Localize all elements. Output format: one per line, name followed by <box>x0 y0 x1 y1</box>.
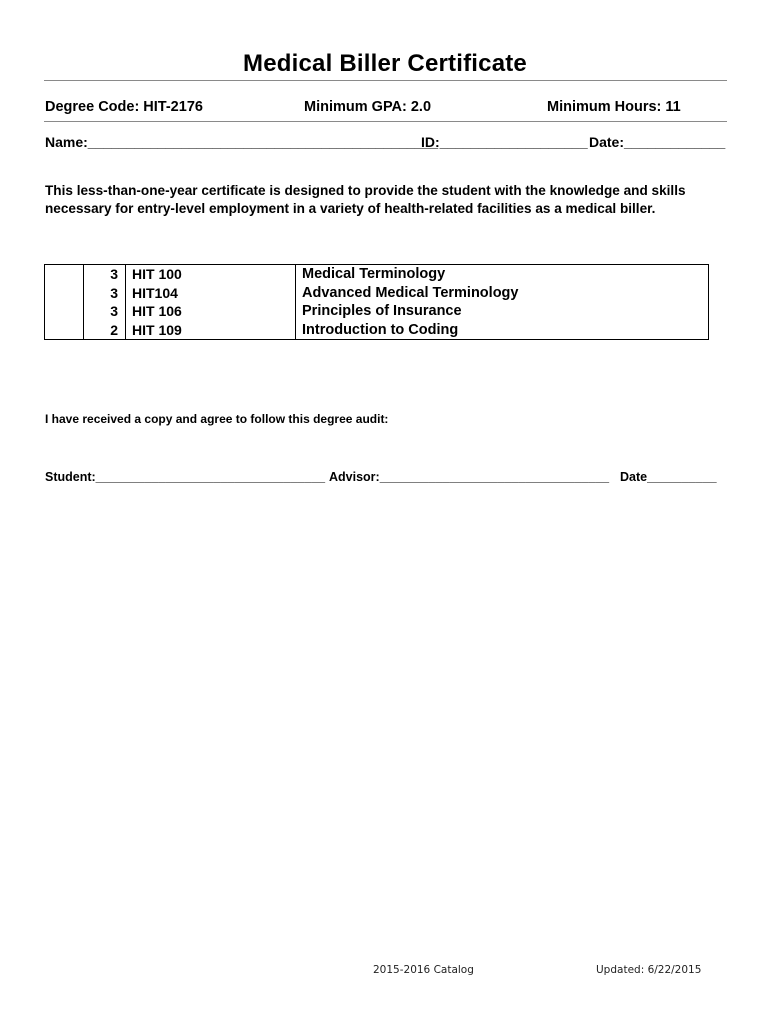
date-field[interactable]: Date:_____________ <box>589 134 726 150</box>
info-divider <box>44 121 727 122</box>
name-field[interactable]: Name:_____________________________________________ <box>45 134 439 150</box>
id-field[interactable]: ID:___________________ <box>421 134 588 150</box>
course-title: Advanced Medical Terminology <box>296 284 709 303</box>
check-cell <box>45 284 84 303</box>
title-divider <box>44 80 727 81</box>
table-row <box>45 284 709 303</box>
table-row <box>45 265 709 284</box>
minimum-gpa: Minimum GPA: 2.0 <box>304 99 432 115</box>
course-code: HIT 106 <box>126 302 296 321</box>
check-cell <box>45 265 84 284</box>
updated-date: Updated: 6/22/2015 <box>596 964 702 976</box>
signature-date-field[interactable]: Date__________ <box>620 470 717 484</box>
table-row <box>45 321 709 340</box>
course-title: Introduction to Coding <box>296 321 709 340</box>
course-code: HIT 109 <box>126 321 296 340</box>
credit-hours: 3 <box>84 265 126 284</box>
check-cell <box>45 302 84 321</box>
table-row <box>45 302 709 321</box>
page-title: Medical Biller Certificate <box>243 50 527 77</box>
course-code: HIT 100 <box>126 265 296 284</box>
certificate-description: This less-than-one-year certificate is designed to provide the student with the knowledge and skills necessary for entry-level employment in a variety of health-related facilities as a medical biller. <box>45 183 686 216</box>
course-code: HIT104 <box>126 284 296 303</box>
advisor-signature-field[interactable]: Advisor:_________________________________ <box>329 470 610 484</box>
course-title: Principles of Insurance <box>296 302 709 321</box>
minimum-hours: Minimum Hours: 11 <box>547 99 681 115</box>
credit-hours: 3 <box>84 302 126 321</box>
course-title: Medical Terminology <box>296 265 709 284</box>
agreement-statement: I have received a copy and agree to follow this degree audit: <box>45 412 389 426</box>
course-table <box>44 264 709 340</box>
degree-code: Degree Code: HIT-2176 <box>45 99 203 115</box>
check-cell <box>45 321 84 340</box>
student-signature-field[interactable]: Student:_________________________________ <box>45 470 326 484</box>
credit-hours: 3 <box>84 284 126 303</box>
credit-hours: 2 <box>84 321 126 340</box>
catalog-year: 2015-2016 Catalog <box>373 964 474 976</box>
